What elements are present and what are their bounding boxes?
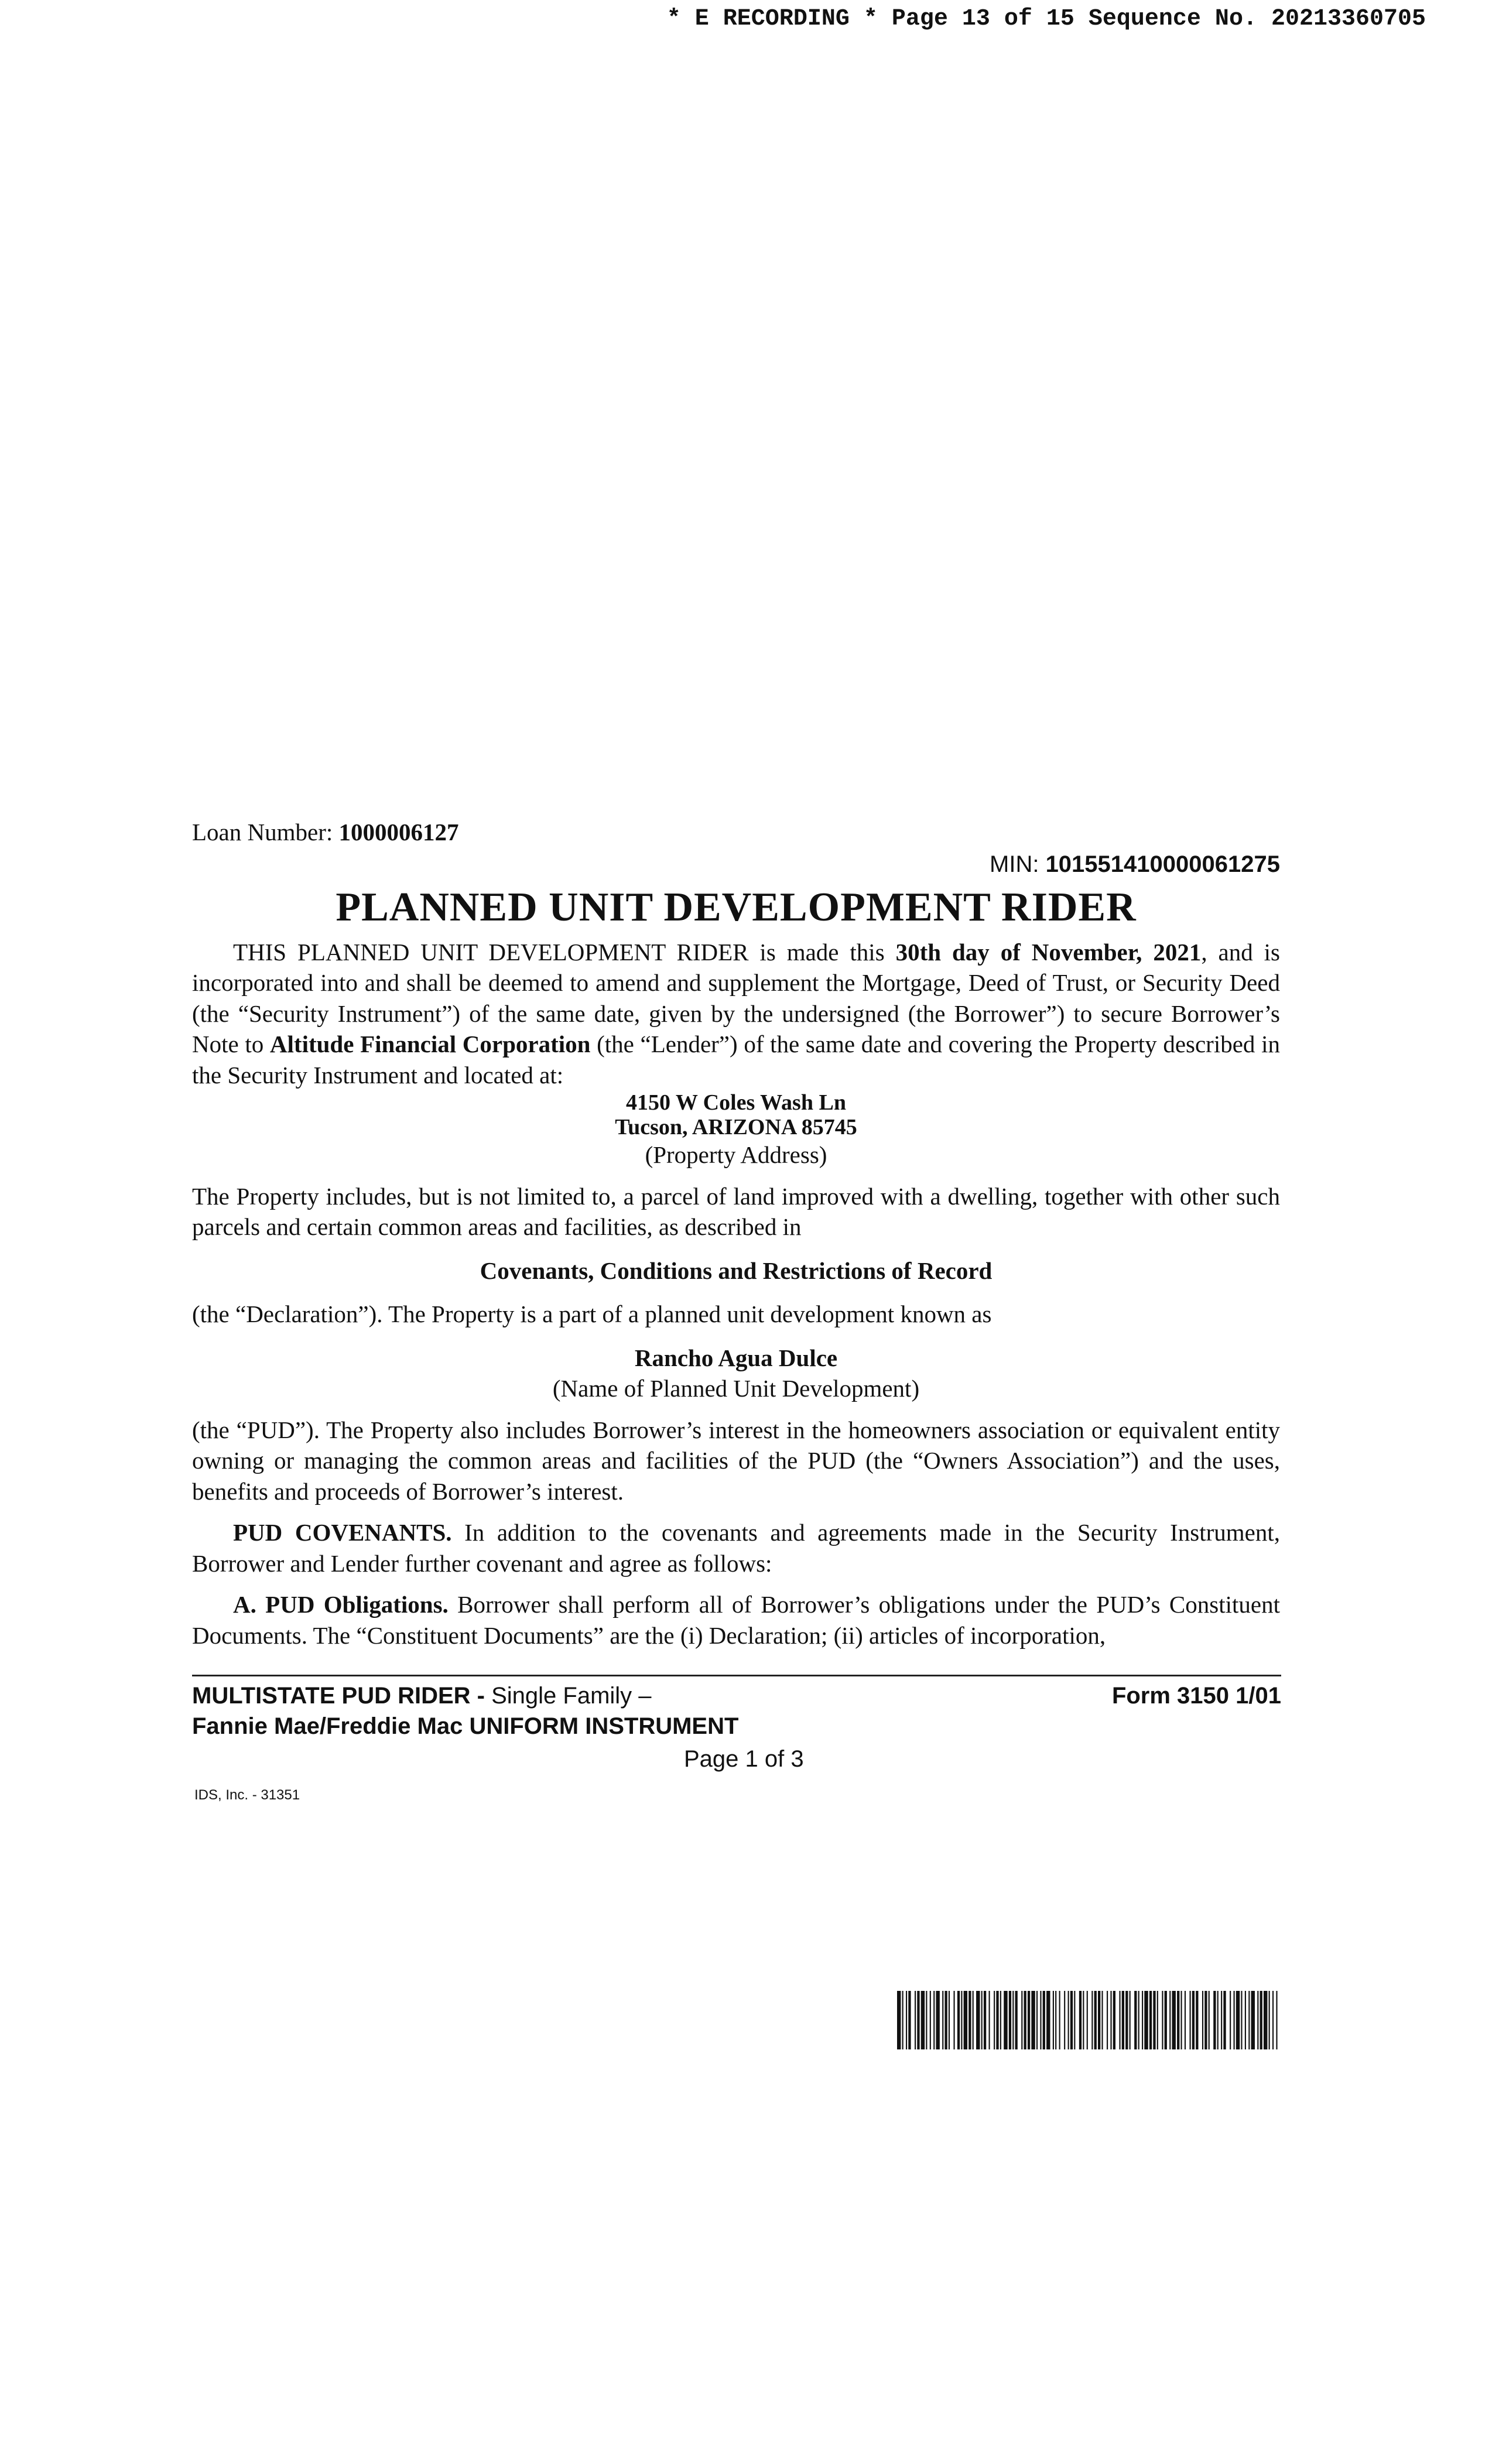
section-a-text: Borrower shall perform all of Borrower’s obligations under the PUD’s Constituent Documents. The “Constituent Documents” are the (i) Declaration; (ii) articles of incorporation, <box>192 1591 1280 1649</box>
property-paragraph: The Property includes, but is not limited to, a parcel of land improved with a dwelling, together with other such parcels and certain common areas and facilities, as described in <box>192 1182 1280 1240</box>
property-address-line1: 4150 W Coles Wash Ln <box>626 1090 846 1115</box>
property-address-line2: Tucson, ARIZONA 85745 <box>615 1115 857 1139</box>
pud-name-caption: (Name of Planned Unit Development) <box>552 1375 920 1402</box>
rider-date: 30th day of November, 2021 <box>895 938 1202 966</box>
pud-covenants-text: In addition to the covenants and agreements made in the Security Instrument, Borrower and Lender further covenant and agree as follows: <box>192 1519 1280 1577</box>
loan-number-label: Loan Number: <box>192 819 339 846</box>
footer-form-number: Form 3150 1/01 <box>1111 1683 1281 1709</box>
footer-instrument: Fannie Mae/Freddie Mac UNIFORM INSTRUMENT <box>192 1713 739 1739</box>
section-a-paragraph <box>192 1589 1280 1651</box>
declaration-name: Covenants, Conditions and Restrictions of Record <box>480 1257 993 1284</box>
section-a-heading: A. PUD Obligations. <box>233 1591 449 1618</box>
pud-covenants-heading: PUD COVENANTS. <box>233 1519 452 1546</box>
document-title: PLANNED UNIT DEVELOPMENT RIDER <box>336 884 1137 930</box>
barcode-image <box>897 1991 1281 2049</box>
loan-number: 1000006127 <box>338 819 459 846</box>
intro-text-3: (the “Lender”) of the same date and covering the Property described in the Security Instrument and located at: <box>192 1031 1280 1089</box>
intro-text-1: THIS PLANNED UNIT DEVELOPMENT RIDER is made this <box>233 938 896 966</box>
recording-stamp: * E RECORDING * Page 13 of 15 Sequence No. 20213360705 <box>666 6 1426 32</box>
min-label: MIN: <box>990 851 1046 877</box>
min-number: 101551410000061275 <box>1045 851 1280 877</box>
min-line <box>192 848 1280 881</box>
declaration-paragraph: (the “Declaration”). The Property is a part of a planned unit development known as <box>192 1301 992 1327</box>
pud-covenants-paragraph <box>192 1517 1280 1579</box>
footer-divider <box>192 1675 1281 1676</box>
lender-name: Altitude Financial Corporation <box>269 1031 591 1058</box>
rider-body <box>192 817 1280 1651</box>
ids-reference: IDS, Inc. - 31351 <box>194 1787 300 1803</box>
loan-number-line <box>192 817 1280 848</box>
intro-text-2: , and is incorporated into and shall be deemed to amend and supplement the Mortgage, Deed of Trust, or Security Deed (the “Security Instrument”) of the same date, given by the undersigned (the Borrower”) to secure Borrower’s Note to <box>192 938 1280 1058</box>
footer-page-number: Page 1 of 3 <box>684 1746 804 1772</box>
pud-name: Rancho Agua Dulce <box>634 1344 838 1371</box>
intro-paragraph <box>192 937 1280 1091</box>
footer-form-type: Single Family – <box>484 1683 652 1709</box>
footer-form-line <box>192 1681 652 1711</box>
pud-paragraph: (the “PUD”). The Property also includes Borrower’s interest in the homeowners association or equivalent entity owning or managing the common areas and facilities of the PUD (the “Owners Association”) and the uses, benefits and proceeds of Borrower’s interest. <box>192 1416 1280 1505</box>
property-address-caption: (Property Address) <box>645 1141 827 1168</box>
footer-form-name: MULTISTATE PUD RIDER - <box>192 1683 485 1709</box>
